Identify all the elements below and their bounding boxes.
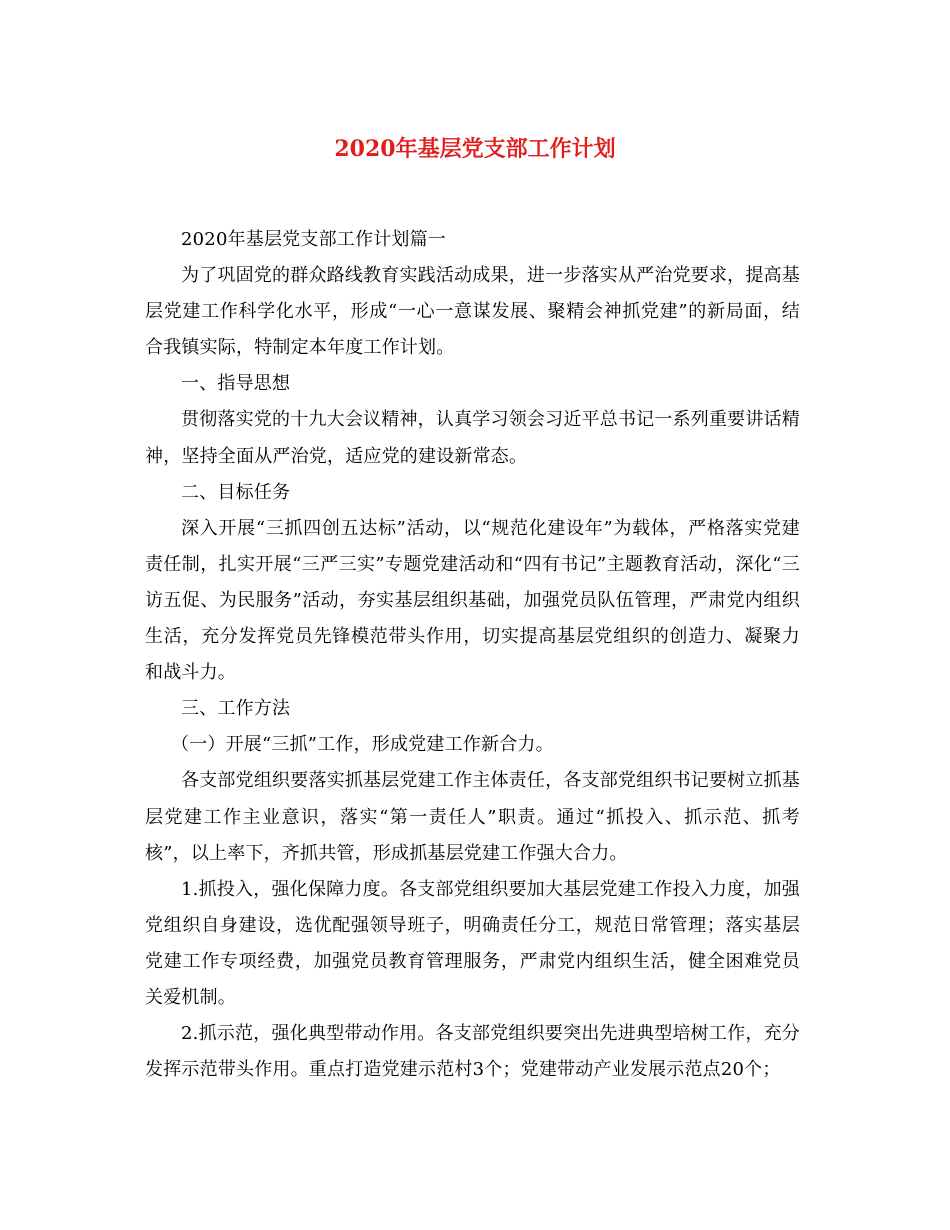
item-investment-paragraph: 1.抓投入，强化保障力度。各支部党组织要加大基层党建工作投入力度，加强党组织自身建设，选优配强领导班子，明确责任分工，规范日常管理；落实基层党建工作专项经费，加强党员教育管理服务，严肃党内组织生活，健全困难党员关爱机制。 bbox=[145, 878, 800, 1008]
goals-paragraph: 深入开展“三抓四创五达标”活动，以“规范化建设年”为载体，严格落实党建责任制，扎实开展“三严三实”专题党建活动和“四有书记”主题教育活动，深化“三访五促、为民服务”活动，夯实基层组织基础，加强党员队伍管理，严肃党内组织生活，充分发挥党员先锋模范带头作用，切实提高基层党组织的创造力、凝聚力和战斗力。 bbox=[145, 517, 800, 684]
subsection-heading-three-grasps: （一）开展“三抓”工作，形成党建工作新合力。 bbox=[171, 734, 554, 756]
section-heading-guiding-ideology: 一、指导思想 bbox=[181, 373, 291, 395]
guiding-ideology-paragraph: 贯彻落实党的十九大会议精神，认真学习领会习近平总书记一系列重要讲话精神，坚持全面从严治党，适应党的建设新常态。 bbox=[145, 409, 800, 467]
document-body bbox=[145, 222, 800, 1088]
section-heading-part-one: 2020年基层党支部工作计划篇一 bbox=[181, 229, 447, 250]
section-heading-goals: 二、目标任务 bbox=[181, 481, 291, 503]
document-title: 2020年基层党支部工作计划 bbox=[334, 136, 616, 162]
item-demonstration-paragraph: 2.抓示范，强化典型带动作用。各支部党组织要突出先进典型培树工作，充分发挥示范带头作用。重点打造党建示范村3个；党建带动产业发展示范点20个； bbox=[145, 1023, 800, 1081]
three-grasps-paragraph: 各支部党组织要落实抓基层党建工作主体责任，各支部党组织书记要树立抓基层党建工作主业意识，落实“第一责任人”职责。通过“抓投入、抓示范、抓考核”，以上率下，齐抓共管，形成抓基层党建工作强大合力。 bbox=[145, 770, 800, 864]
section-heading-methods: 三、工作方法 bbox=[181, 698, 291, 720]
intro-paragraph: 为了巩固党的群众路线教育实践活动成果，进一步落实从严治党要求，提高基层党建工作科学化水平，形成“一心一意谋发展、聚精会神抓党建”的新局面，结合我镇实际，特制定本年度工作计划。 bbox=[145, 265, 800, 359]
